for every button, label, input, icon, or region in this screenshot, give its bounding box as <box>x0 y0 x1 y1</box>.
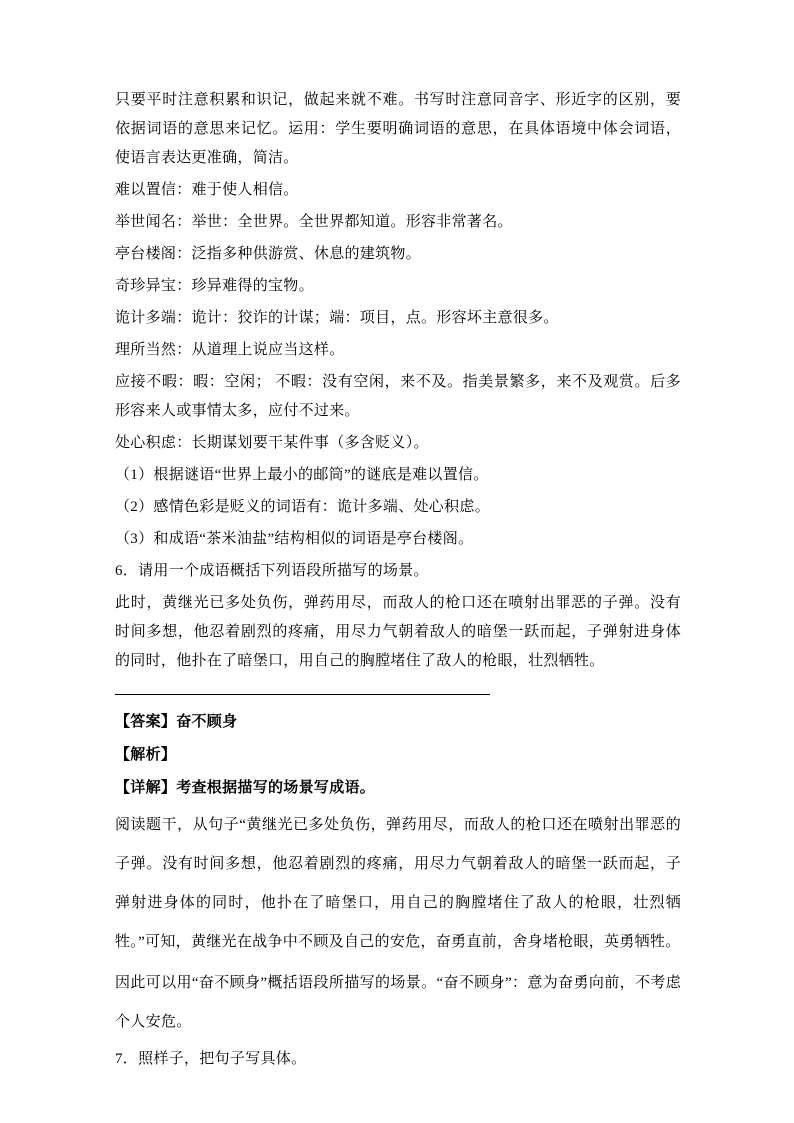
idiom-definition-jushiwenming: 举世闻名：举世：全世界。全世界都知道。形容非常著名。 <box>115 214 513 230</box>
question-6-title: 6．请用一个成语概括下列语段所描写的场景。 <box>115 563 429 579</box>
question-6-passage: 此时，黄继光已多处负伤，弹药用尽，而敌人的枪口还在喷射出罪恶的子弹。没有时间多想，他忍着剧烈的疼痛，用尽力气朝着敌人的暗堡一跃而起，子弹射进身体的同时，他扑在了暗堡口，用自己的胸膛堵住了敌人的枪眼，壮烈牺牲。 <box>115 595 681 669</box>
answer-label-paragraph: 【答案】奋不顾身 <box>115 714 238 730</box>
intro-paragraph: 只要平时注意积累和识记，做起来就不难。书写时注意同音字、形近字的区别，要依据词语的意思来记忆。运用：学生要明确词语的意思，在具体语境中体会词语，使语言表达更准确，简洁。 <box>115 92 681 166</box>
idiom-definition-lisuodangran: 理所当然：从道理上说应当这样。 <box>115 342 345 358</box>
sub-answer-1: （1）根据谜语“世界上最小的邮筒”的谜底是难以置信。 <box>115 467 489 483</box>
section-divider <box>115 694 490 695</box>
analysis-explanation-paragraph: 阅读题干，从句子“黄继光已多处负伤，弹药用尽，而敌人的枪口还在喷射出罪恶的子弹。没有时间多想，他忍着剧烈的疼痛，用尽力气朝着敌人的暗堡一跃而起，子弹射进身体的同时，他扑在了暗堡口，用自己的胸膛堵住了敌人的枪眼，壮烈牺牲。”可知，黄继光在战争中不顾及自己的安危，奋勇直前，舍身堵枪眼，英勇牺牲。 <box>115 817 681 950</box>
idiom-definition-qizhenyibao: 奇珍异宝：珍异难得的宝物。 <box>115 278 314 294</box>
idiom-definition-chuxinjilv: 处心积虑：长期谋划要干某件事（多含贬义）。 <box>115 435 429 451</box>
sub-answer-2: （2）感情色彩是贬义的词语有：诡计多端、处心积虑。 <box>115 499 491 515</box>
document-content <box>115 86 681 1077</box>
idiom-definition-yingjiebuxia: 应接不暇：暇：空闲； 不暇：没有空闲，来不及。指美景繁多，来不及观赏。后多形容来人或事情太多，应付不过来。 <box>115 374 681 419</box>
idiom-definition-nanyizhixin: 难以置信：难于使人相信。 <box>115 182 299 198</box>
sub-answer-3: （3）和成语“茶米油盐”结构相似的词语是亭台楼阁。 <box>115 531 474 547</box>
analysis-label-paragraph: 【解析】 <box>115 747 177 763</box>
idiom-definition-tingtailouge: 亭台楼阁：泛指多种供游赏、休息的建筑物。 <box>115 246 422 262</box>
question-7-title: 7．照样子，把句子写具体。 <box>115 1051 307 1067</box>
idiom-definition-guijiduoduan: 诡计多端：诡计：狡诈的计谋；端：项目，点。形容坏主意很多。 <box>115 310 559 326</box>
detail-label-paragraph: 【详解】考查根据描写的场景写成语。 <box>115 780 376 796</box>
analysis-conclusion-paragraph: 因此可以用“奋不顾身”概括语段所描写的场景。“奋不顾身”：意为奋勇向前，不考虑个人安危。 <box>115 975 681 1030</box>
